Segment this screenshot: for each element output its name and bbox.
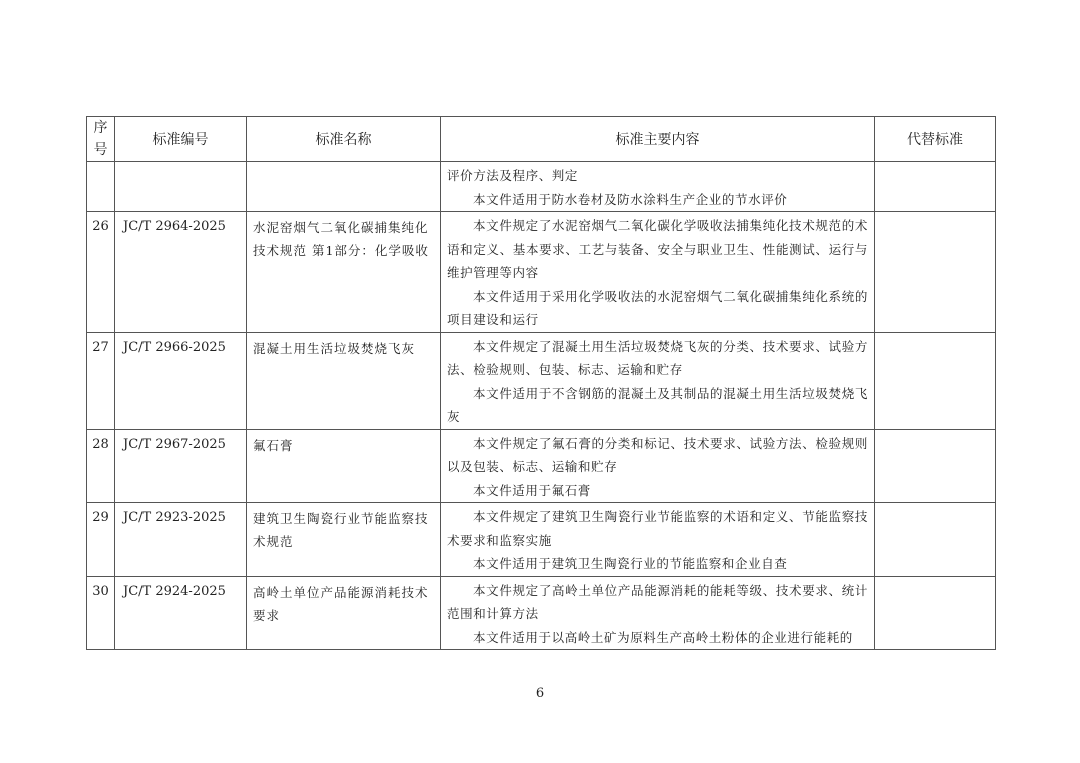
table-header-row [87, 117, 996, 162]
content-paragraph: 本文件规定了高岭土单位产品能源消耗的能耗等级、技术要求、统计范围和计算方法 [447, 582, 868, 621]
header-content: 标准主要内容 [441, 117, 875, 162]
header-seq-text: 序号 [93, 120, 108, 158]
row-standard-name: 混凝土用生活垃圾焚烧飞灰 [247, 332, 441, 429]
content-paragraph: 本文件适用于不含钢筋的混凝土及其制品的混凝土用生活垃圾焚烧飞灰 [447, 385, 868, 424]
row-standard-name: 氟石膏 [247, 429, 441, 503]
table-row [87, 162, 996, 212]
row-standard-code [115, 162, 247, 212]
row-standard-code: JC/T 2923-2025 [115, 503, 247, 577]
header-code: 标准编号 [115, 117, 247, 162]
row-standard-content [441, 576, 875, 650]
table-row [87, 503, 996, 577]
content-paragraph: 本文件适用于以高岭土矿为原料生产高岭土粉体的企业进行能耗的 [473, 629, 853, 645]
row-replaced-standard [875, 503, 996, 577]
row-standard-name: 建筑卫生陶瓷行业节能监察技术规范 [247, 503, 441, 577]
table-row [87, 429, 996, 503]
row-standard-content [441, 429, 875, 503]
header-name: 标准名称 [247, 117, 441, 162]
row-replaced-standard [875, 332, 996, 429]
row-standard-code: JC/T 2966-2025 [115, 332, 247, 429]
row-replaced-standard [875, 212, 996, 333]
page-number: 6 [535, 686, 545, 701]
row-standard-content [441, 212, 875, 333]
content-paragraph: 评价方法及程序、判定 [447, 168, 579, 183]
row-seq [87, 162, 115, 212]
header-replace: 代替标准 [875, 117, 996, 162]
row-standard-content [441, 332, 875, 429]
row-standard-name: 高岭土单位产品能源消耗技术要求 [247, 576, 441, 650]
content-paragraph: 本文件规定了混凝土用生活垃圾焚烧飞灰的分类、技术要求、试验方法、检验规则、包装、标志、运输和贮存 [447, 338, 868, 377]
content-paragraph: 本文件规定了氟石膏的分类和标记、技术要求、试验方法、检验规则以及包装、标志、运输和贮存 [447, 435, 868, 474]
content-paragraph: 本文件适用于建筑卫生陶瓷行业的节能监察和企业自查 [473, 556, 788, 571]
row-seq: 30 [87, 576, 115, 650]
row-seq: 27 [87, 332, 115, 429]
row-replaced-standard [875, 162, 996, 212]
content-paragraph: 本文件适用于采用化学吸收法的水泥窑烟气二氧化碳捕集纯化系统的项目建设和运行 [447, 288, 868, 327]
row-replaced-standard [875, 576, 996, 650]
row-standard-code: JC/T 2964-2025 [115, 212, 247, 333]
header-seq [87, 117, 115, 162]
content-paragraph: 本文件适用于氟石膏 [473, 482, 591, 498]
row-standard-name: 水泥窑烟气二氧化碳捕集纯化技术规范 第1部分：化学吸收 [247, 212, 441, 333]
row-replaced-standard [875, 429, 996, 503]
row-standard-name [247, 162, 441, 212]
content-paragraph: 本文件规定了水泥窑烟气二氧化碳化学吸收法捕集纯化技术规范的术语和定义、基本要求、工艺与装备、安全与职业卫生、性能测试、运行与维护管理等内容 [447, 218, 868, 280]
table-row [87, 576, 996, 650]
row-seq: 29 [87, 503, 115, 577]
table-row [87, 212, 996, 333]
standards-table [86, 116, 996, 650]
row-standard-content [441, 503, 875, 577]
content-paragraph: 本文件适用于防水卷材及防水涂料生产企业的节水评价 [473, 191, 788, 207]
row-seq: 26 [87, 212, 115, 333]
content-paragraph: 本文件规定了建筑卫生陶瓷行业节能监察的术语和定义、节能监察技术要求和监察实施 [447, 509, 868, 548]
row-standard-content [441, 162, 875, 212]
row-seq: 28 [87, 429, 115, 503]
row-standard-code: JC/T 2967-2025 [115, 429, 247, 503]
table-row [87, 332, 996, 429]
row-standard-code: JC/T 2924-2025 [115, 576, 247, 650]
